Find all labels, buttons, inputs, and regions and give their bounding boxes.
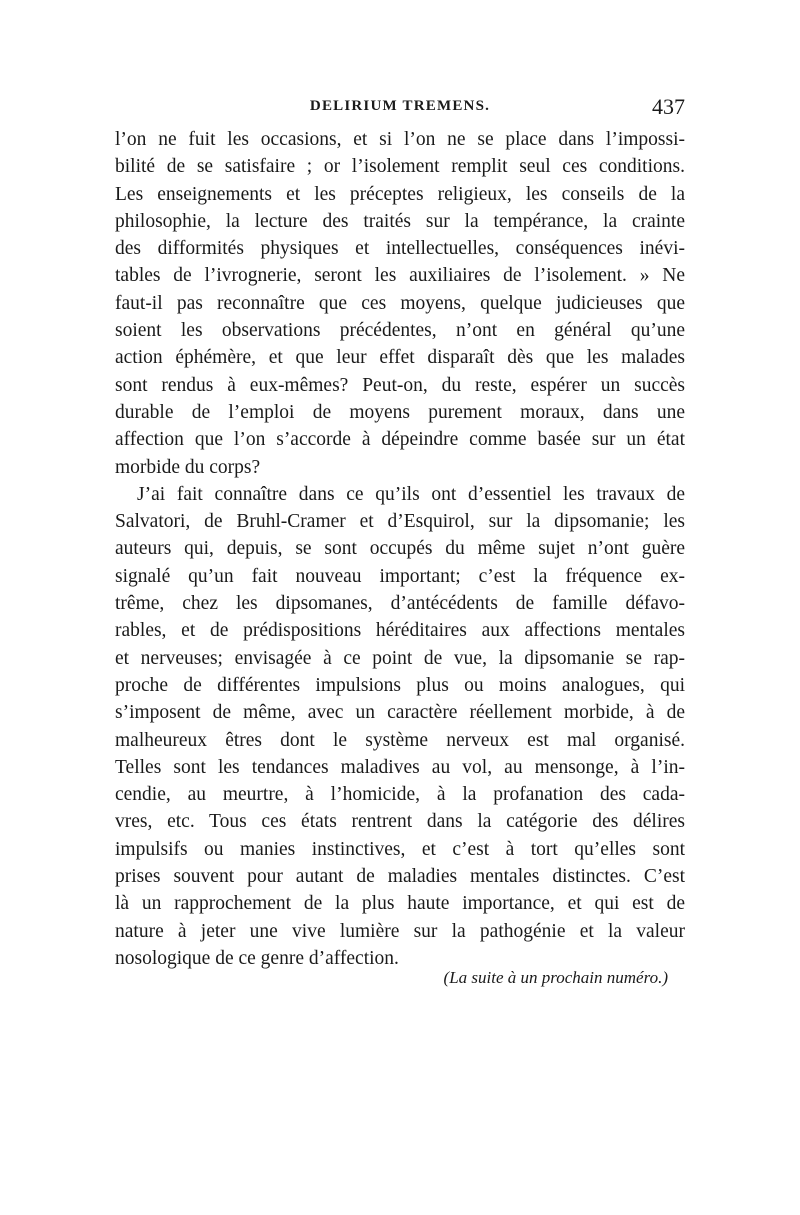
text-line: des difformités physiques et intellectuelles, conséquences inévi- [115,238,685,260]
text-line: J’ai fait connaître dans ce qu’ils ont d’essentiel les travaux de [137,483,685,505]
text-line: s’imposent de même, avec un caractère réellement morbide, à de [115,702,685,724]
text-line: faut-il pas reconnaître que ces moyens, quelque judicieuses que [115,292,685,314]
text-line: et nerveuses; envisagée à ce point de vue, la dipsomanie se rap- [115,647,685,669]
text-line: rables, et de prédispositions héréditaires aux affections mentales [115,620,685,642]
text-line: l’on ne fuit les occasions, et si l’on ne se place dans l’impossi- [115,129,685,150]
body-text [115,126,685,972]
text-line: soient les observations précédentes, n’ont en général qu’une [115,320,685,342]
text-line: Salvatori, de Bruhl-Cramer et d’Esquirol, sur la dipsomanie; les [115,511,685,533]
text-line: auteurs qui, depuis, se sont occupés du même sujet n’ont guère [115,538,685,560]
text-line: affection que l’on s’accorde à dépeindre comme basée sur un état [115,429,685,451]
running-title: DELIRIUM TREMENS. [309,98,491,114]
text-line: prises souvent pour autant de maladies mentales distinctes. C’est [115,866,685,888]
continuation-note: (La suite à un prochain numéro.) [443,968,668,987]
text-line: philosophie, la lecture des traités sur la tempérance, la crainte [115,210,685,232]
text-line: trême, chez les dipsomanes, d’antécédents de famille défavo- [115,593,685,615]
text-line: nature à jeter une vive lumière sur la pathogénie et la valeur [115,920,685,942]
text-line: vres, etc. Tous ces états rentrent dans la catégorie des délires [115,811,685,833]
text-line: Les enseignements et les préceptes religieux, les conseils de la [115,183,685,205]
running-head [115,96,685,122]
paragraph-1 [115,126,685,481]
text-line: malheureux êtres dont le système nerveux est mal organisé. [115,729,685,751]
text-line: cendie, au meurtre, à l’homicide, à la profanation des cada- [115,784,685,806]
paragraph-2 [115,481,685,972]
text-line: signalé qu’un fait nouveau important; c’est la fréquence ex- [115,565,685,587]
text-line: proche de différentes impulsions plus ou moins analogues, qui [115,674,685,696]
text-line: action éphémère, et que leur effet disparaît dès que les malades [115,347,685,369]
text-line: morbide du corps? [115,456,261,478]
text-line: impulsifs ou manies instinctives, et c’est à tort qu’elles sont [115,838,685,860]
page-number: 437 [652,94,685,119]
text-line: sont rendus à eux-mêmes? Peut-on, du reste, espérer un succès [115,374,685,396]
text-line: Telles sont les tendances maladives au vol, au mensonge, à l’in- [115,756,685,778]
text-line: bilité de se satisfaire ; or l’isolement remplit seul ces conditions. [115,156,685,178]
text-line: durable de l’emploi de moyens purement moraux, dans une [115,401,685,423]
text-line: là un rapprochement de la plus haute importance, et qui est de [115,893,685,915]
text-line: nosologique de ce genre d’affection. [115,947,399,969]
text-line: tables de l’ivrognerie, seront les auxiliaires de l’isolement. » Ne [115,265,685,287]
